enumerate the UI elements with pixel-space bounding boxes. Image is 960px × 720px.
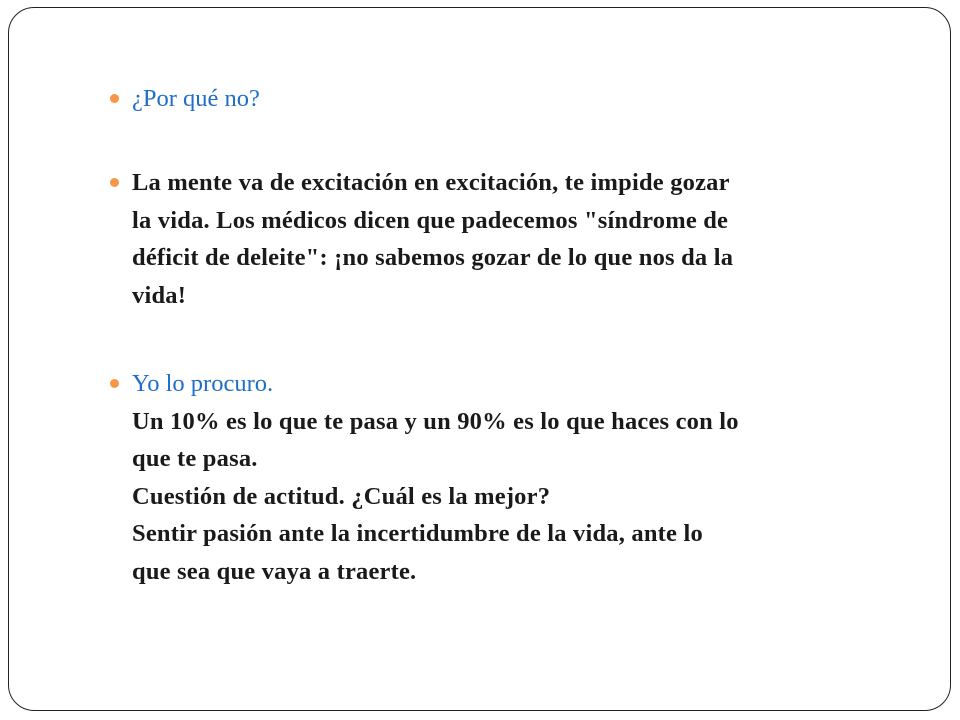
bullet-text-line: que sea que vaya a traerte.	[132, 557, 417, 585]
bullet-text-line: Un 10% es lo que te pasa y un 90% es lo que haces con lo	[132, 407, 739, 435]
bullet-text-line: la vida. Los médicos dicen que padecemos "síndrome de	[132, 206, 729, 234]
bullet-text-line: Sentir pasión ante la incertidumbre de la vida, ante lo	[132, 520, 703, 547]
bullet-dot-icon	[110, 178, 119, 187]
bullet-heading: Yo lo procuro.	[132, 370, 274, 397]
bullet-dot-icon	[110, 94, 119, 103]
bullet-dot-icon	[110, 379, 119, 388]
bullet-text-line: vida!	[132, 281, 187, 309]
bullet-text: ¿Por qué no?	[132, 85, 260, 112]
bullet-item-question	[132, 80, 902, 118]
bullet-text-line: Cuestión de actitud. ¿Cuál es la mejor?	[132, 482, 551, 510]
bullet-text-line: La mente va de excitación en excitación, te impide gozar	[132, 169, 730, 196]
bullet-item-mind	[132, 164, 902, 314]
bullet-text-line: que te pasa.	[132, 445, 258, 472]
bullet-text-line: déficit de deleite": ¡no sabemos gozar de lo que nos da la	[132, 244, 734, 271]
bullet-item-attitude	[132, 365, 902, 590]
